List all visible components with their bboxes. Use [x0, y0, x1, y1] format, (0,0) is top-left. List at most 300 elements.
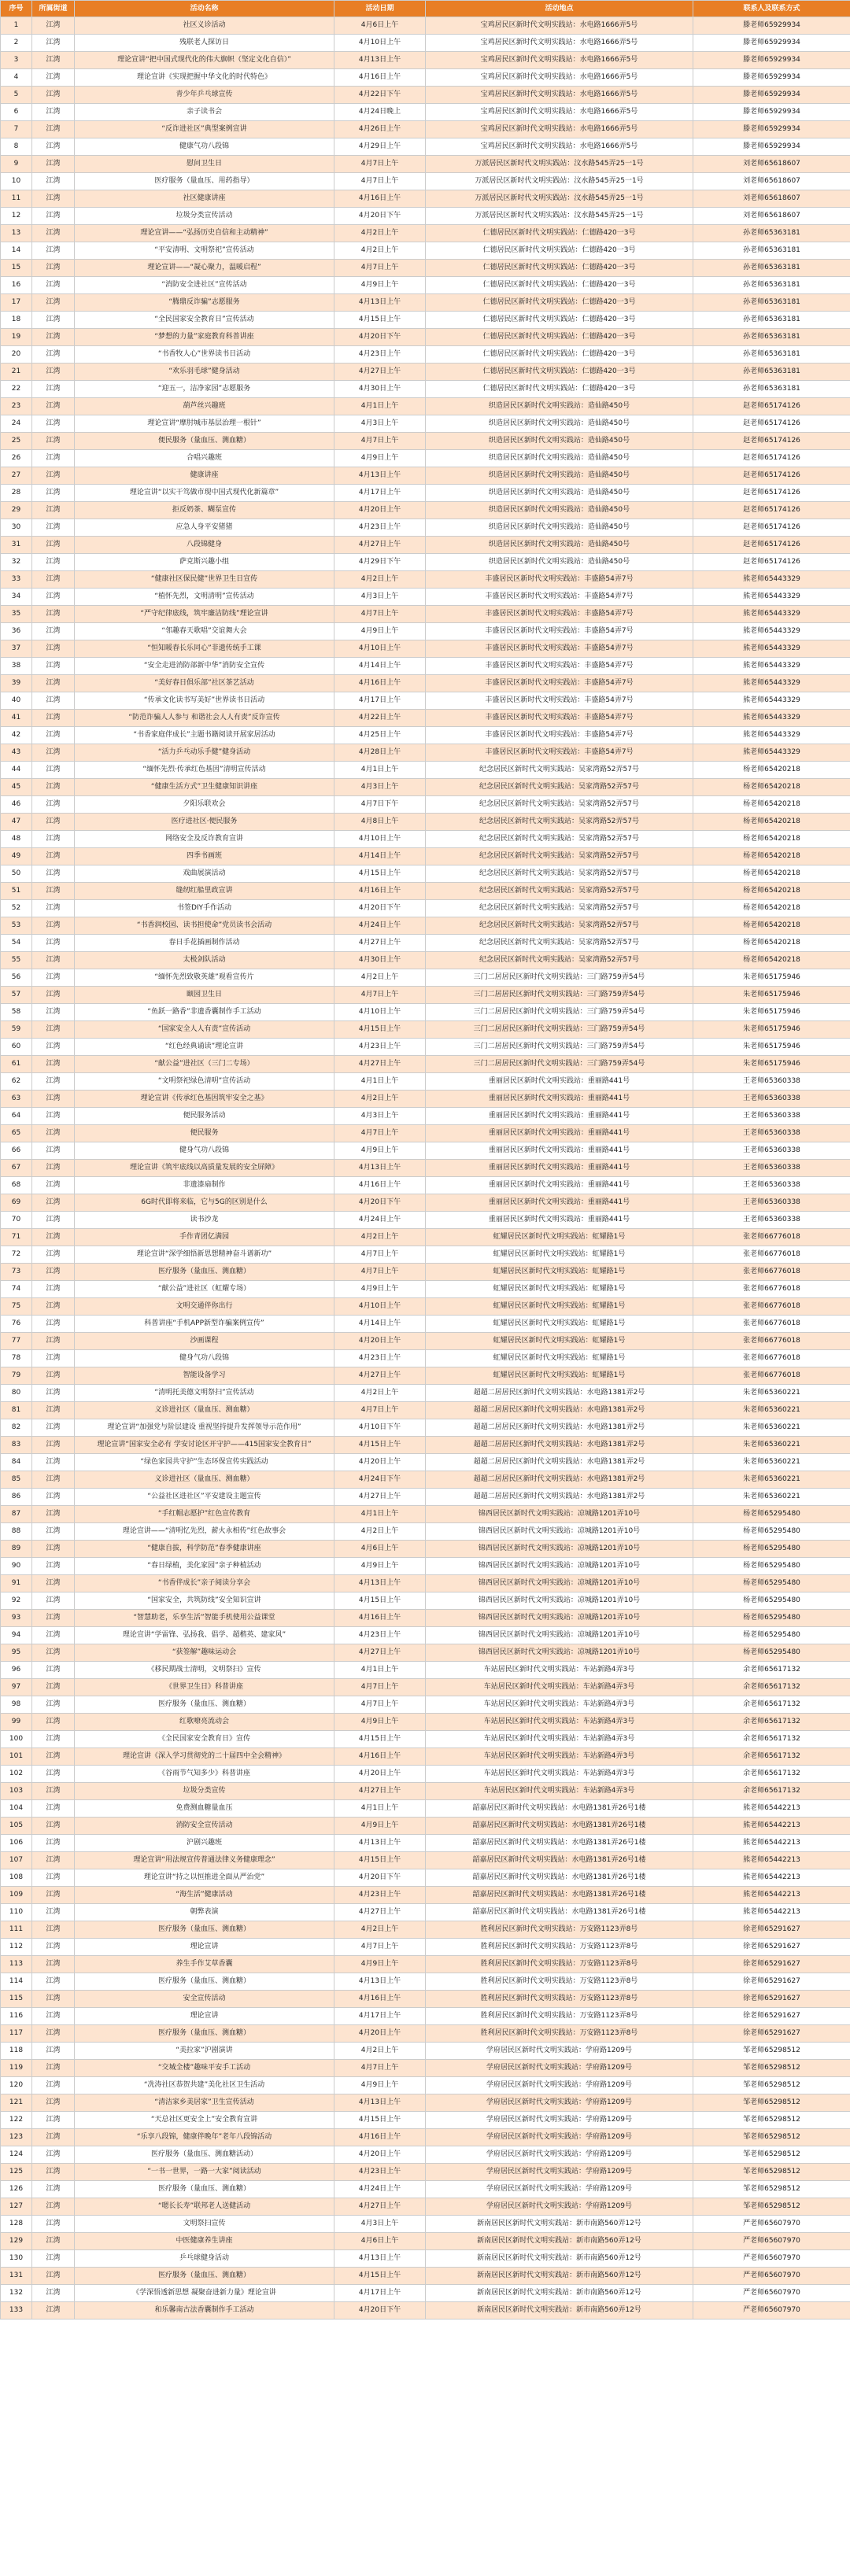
- table-row: [1, 156, 850, 173]
- table-row: [1, 138, 850, 156]
- cell-contact: 孙老师65363181: [693, 381, 850, 398]
- cell-activity-name: 和乐馨南古法香囊制作手工活动: [75, 2302, 334, 2320]
- cell-date: 4月17日上午: [334, 692, 426, 710]
- cell-date: 4月15日上午: [334, 1021, 426, 1039]
- cell-date: 4月15日上午: [334, 312, 426, 329]
- cell-location: 重丽居民区新时代文明实践站：重丽路441号: [426, 1142, 693, 1160]
- cell-street: 江湾: [32, 1281, 75, 1298]
- cell-date: 4月23日上午: [334, 1039, 426, 1056]
- table-row: [1, 104, 850, 121]
- cell-activity-name: “全民国家安全教育日”宣传活动: [75, 312, 334, 329]
- cell-index: 39: [1, 675, 32, 692]
- cell-index: 24: [1, 415, 32, 433]
- cell-index: 65: [1, 1125, 32, 1142]
- cell-date: 4月24日上午: [334, 1212, 426, 1229]
- cell-contact: 朱老师65360221: [693, 1454, 850, 1471]
- cell-activity-name: 健身气功八段锦: [75, 1142, 334, 1160]
- table-body: [1, 17, 850, 2320]
- cell-date: 4月7日上午: [334, 1402, 426, 1419]
- cell-activity-name: 理论宣讲《深入学习贯彻党的二十届四中全会精神》: [75, 1748, 334, 1766]
- cell-index: 120: [1, 2077, 32, 2094]
- cell-location: 韶嘉居民区新时代文明实践站：水电路1381弄26号1楼: [426, 1800, 693, 1818]
- cell-index: 119: [1, 2060, 32, 2077]
- cell-contact: 杨老师65295480: [693, 1558, 850, 1575]
- cell-index: 7: [1, 121, 32, 138]
- cell-contact: 邹老师65298512: [693, 2112, 850, 2129]
- cell-location: 万派居民区新时代文明实践站：汶水路545弄25一1号: [426, 173, 693, 190]
- cell-activity-name: 亲子读书会: [75, 104, 334, 121]
- cell-contact: 熊老师65443329: [693, 727, 850, 744]
- cell-contact: 杨老师65420218: [693, 952, 850, 969]
- cell-contact: 熊老师65443329: [693, 658, 850, 675]
- cell-location: 仁德居民区新时代文明实践站：仁德路420一3号: [426, 312, 693, 329]
- cell-street: 江湾: [32, 277, 75, 294]
- cell-index: 123: [1, 2129, 32, 2146]
- cell-contact: 熊老师65442213: [693, 1852, 850, 1869]
- cell-date: 4月7日上午: [334, 987, 426, 1004]
- cell-street: 江湾: [32, 1869, 75, 1887]
- cell-street: 江湾: [32, 450, 75, 467]
- cell-index: 113: [1, 1956, 32, 1973]
- cell-location: 织造居民区新时代文明实践站：造仙路450号: [426, 450, 693, 467]
- cell-location: 重丽居民区新时代文明实践站：重丽路441号: [426, 1125, 693, 1142]
- cell-contact: 余老师65617132: [693, 1766, 850, 1783]
- cell-date: 4月10日上午: [334, 35, 426, 52]
- cell-location: 虹耀居民区新时代文明实践站：虹耀路1号: [426, 1298, 693, 1316]
- cell-contact: 熊老师65443329: [693, 710, 850, 727]
- cell-activity-name: 理论宣讲——“凝心聚力，温暖启程”: [75, 260, 334, 277]
- cell-date: 4月1日上午: [334, 762, 426, 779]
- cell-date: 4月20日上午: [334, 502, 426, 519]
- cell-activity-name: 四季书画班: [75, 848, 334, 865]
- cell-street: 江湾: [32, 2268, 75, 2285]
- cell-index: 112: [1, 1939, 32, 1956]
- cell-index: 40: [1, 692, 32, 710]
- cell-location: 宝鸡居民区新时代文明实践站：水电路1666弄5号: [426, 52, 693, 69]
- cell-activity-name: “恒知暖春长乐同心”非遗传统手工课: [75, 640, 334, 658]
- cell-location: 丰盛居民区新时代文明实践站：丰盛路54弄7号: [426, 675, 693, 692]
- cell-contact: 熊老师65443329: [693, 744, 850, 762]
- cell-location: 重丽居民区新时代文明实践站：重丽路441号: [426, 1160, 693, 1177]
- cell-street: 江湾: [32, 312, 75, 329]
- cell-index: 32: [1, 554, 32, 571]
- cell-contact: 杨老师65420218: [693, 762, 850, 779]
- cell-index: 94: [1, 1627, 32, 1644]
- cell-street: 江湾: [32, 17, 75, 35]
- cell-index: 129: [1, 2233, 32, 2250]
- table-row: [1, 1696, 850, 1714]
- table-row: [1, 1194, 850, 1212]
- cell-location: 仁德居民区新时代文明实践站：仁德路420一3号: [426, 329, 693, 346]
- cell-date: 4月13日上午: [334, 1575, 426, 1592]
- cell-activity-name: 社区义诊活动: [75, 17, 334, 35]
- cell-index: 66: [1, 1142, 32, 1160]
- cell-street: 江湾: [32, 138, 75, 156]
- cell-location: 学府居民区新时代文明实践站：学府路1209号: [426, 2077, 693, 2094]
- cell-index: 27: [1, 467, 32, 485]
- cell-street: 江湾: [32, 1956, 75, 1973]
- cell-activity-name: “腾鼎反诈骗”志愿服务: [75, 294, 334, 312]
- cell-activity-name: 科普讲座“手机APP新型诈骗案例宣传”: [75, 1316, 334, 1333]
- cell-contact: 杨老师65420218: [693, 865, 850, 883]
- cell-activity-name: “健康生活方式”卫生健康知识讲座: [75, 779, 334, 796]
- cell-contact: 张老师66776018: [693, 1298, 850, 1316]
- cell-activity-name: “反诈进社区”典型案例宣讲: [75, 121, 334, 138]
- table-row: [1, 2112, 850, 2129]
- cell-location: 学府居民区新时代文明实践站：学府路1209号: [426, 2181, 693, 2198]
- cell-index: 84: [1, 1454, 32, 1471]
- cell-contact: 王老师65360338: [693, 1212, 850, 1229]
- cell-contact: 杨老师65295480: [693, 1592, 850, 1610]
- cell-street: 江湾: [32, 87, 75, 104]
- cell-index: 118: [1, 2043, 32, 2060]
- cell-index: 130: [1, 2250, 32, 2268]
- cell-street: 江湾: [32, 831, 75, 848]
- cell-index: 117: [1, 2025, 32, 2043]
- cell-street: 江湾: [32, 1662, 75, 1679]
- cell-contact: 熊老师65443329: [693, 571, 850, 589]
- cell-street: 江湾: [32, 260, 75, 277]
- cell-date: 4月17日上午: [334, 2008, 426, 2025]
- cell-date: 4月7日上午: [334, 1246, 426, 1264]
- table-row: [1, 1852, 850, 1869]
- table-row: [1, 1402, 850, 1419]
- cell-location: 韶嘉居民区新时代文明实践站：水电路1381弄26号1楼: [426, 1835, 693, 1852]
- cell-contact: 徐老师65291627: [693, 1956, 850, 1973]
- cell-date: 4月16日上午: [334, 675, 426, 692]
- cell-street: 江湾: [32, 467, 75, 485]
- table-row: [1, 450, 850, 467]
- cell-index: 34: [1, 589, 32, 606]
- cell-index: 80: [1, 1385, 32, 1402]
- cell-activity-name: 太极剑队活动: [75, 952, 334, 969]
- cell-contact: 严老师65607970: [693, 2250, 850, 2268]
- table-row: [1, 415, 850, 433]
- cell-street: 江湾: [32, 1212, 75, 1229]
- cell-contact: 严老师65607970: [693, 2285, 850, 2302]
- cell-activity-name: 沙画课程: [75, 1333, 334, 1350]
- cell-location: 超超二居居民区新时代文明实践站：水电路1381弄2号: [426, 1419, 693, 1437]
- cell-index: 70: [1, 1212, 32, 1229]
- cell-location: 重丽居民区新时代文明实践站：重丽路441号: [426, 1091, 693, 1108]
- cell-contact: 徐老师65291627: [693, 2008, 850, 2025]
- cell-activity-name: 便民服务（量血压、测血糖）: [75, 433, 334, 450]
- cell-contact: 熊老师65443329: [693, 692, 850, 710]
- cell-activity-name: 理论宣讲: [75, 1939, 334, 1956]
- table-row: [1, 1056, 850, 1073]
- cell-date: 4月20日下午: [334, 329, 426, 346]
- cell-date: 4月7日上午: [334, 2060, 426, 2077]
- cell-location: 丰盛居民区新时代文明实践站：丰盛路54弄7号: [426, 571, 693, 589]
- cell-street: 江湾: [32, 1454, 75, 1471]
- table-row: [1, 1921, 850, 1939]
- cell-date: 4月7日下午: [334, 796, 426, 814]
- cell-street: 江湾: [32, 1177, 75, 1194]
- cell-index: 116: [1, 2008, 32, 2025]
- cell-contact: 王老师65360338: [693, 1073, 850, 1091]
- cell-location: 韶嘉居民区新时代文明实践站：水电路1381弄26号1楼: [426, 1904, 693, 1921]
- cell-street: 江湾: [32, 1748, 75, 1766]
- cell-contact: 熊老师65443329: [693, 675, 850, 692]
- cell-activity-name: “文明祭祀绿色清明”宣传活动: [75, 1073, 334, 1091]
- cell-location: 胜利居民区新时代文明实践站：万安路1123弄8号: [426, 2025, 693, 2043]
- cell-date: 4月24日上午: [334, 917, 426, 935]
- cell-activity-name: “书香家庭伴成长”主题书籍阅读开展家居活动: [75, 727, 334, 744]
- cell-street: 江湾: [32, 1039, 75, 1056]
- table-row: [1, 1454, 850, 1471]
- cell-contact: 刘老师65618607: [693, 173, 850, 190]
- cell-activity-name: 理论宣讲《筑牢底线以高质量发展的安全屏障》: [75, 1160, 334, 1177]
- cell-date: 4月20日下午: [334, 900, 426, 917]
- cell-location: 丰盛居民区新时代文明实践站：丰盛路54弄7号: [426, 710, 693, 727]
- cell-contact: 杨老师65420218: [693, 883, 850, 900]
- cell-location: 车站居民区新时代文明实践站：车站新路4弄3号: [426, 1783, 693, 1800]
- cell-date: 4月1日上午: [334, 1073, 426, 1091]
- cell-street: 江湾: [32, 2146, 75, 2164]
- table-row: [1, 519, 850, 537]
- cell-activity-name: 理论宣讲——“弘扬历史自信和主动精神”: [75, 225, 334, 242]
- cell-index: 19: [1, 329, 32, 346]
- cell-contact: 朱老师65360221: [693, 1489, 850, 1506]
- cell-location: 超超二居居民区新时代文明实践站：水电路1381弄2号: [426, 1454, 693, 1471]
- cell-date: 4月13日上午: [334, 1160, 426, 1177]
- cell-activity-name: “国家安全，共筑防线”安全知识宣讲: [75, 1592, 334, 1610]
- cell-location: 织造居民区新时代文明实践站：造仙路450号: [426, 502, 693, 519]
- cell-location: 三门二居居民区新时代文明实践站：三门路759弄54号: [426, 1004, 693, 1021]
- cell-location: 织造居民区新时代文明实践站：造仙路450号: [426, 467, 693, 485]
- cell-index: 131: [1, 2268, 32, 2285]
- cell-location: 纪念居民区新时代文明实践站：吴家湾路52弄57号: [426, 796, 693, 814]
- table-row: [1, 2060, 850, 2077]
- cell-index: 61: [1, 1056, 32, 1073]
- cell-contact: 严老师65607970: [693, 2302, 850, 2320]
- cell-location: 丰盛居民区新时代文明实践站：丰盛路54弄7号: [426, 692, 693, 710]
- cell-date: 4月20日上午: [334, 2146, 426, 2164]
- cell-activity-name: 萨克斯兴趣小组: [75, 554, 334, 571]
- cell-date: 4月16日上午: [334, 190, 426, 208]
- cell-index: 77: [1, 1333, 32, 1350]
- cell-street: 江湾: [32, 1644, 75, 1662]
- cell-location: 纪念居民区新时代文明实践站：吴家湾路52弄57号: [426, 831, 693, 848]
- cell-location: 胜利居民区新时代文明实践站：万安路1123弄8号: [426, 1956, 693, 1973]
- cell-contact: 邹老师65298512: [693, 2181, 850, 2198]
- cell-location: 万派居民区新时代文明实践站：汶水路545弄25一1号: [426, 190, 693, 208]
- col-header-location: 活动地点: [426, 1, 693, 17]
- cell-date: 4月27日上午: [334, 537, 426, 554]
- cell-location: 学府居民区新时代文明实践站：学府路1209号: [426, 2146, 693, 2164]
- cell-location: 超超二居居民区新时代文明实践站：水电路1381弄2号: [426, 1471, 693, 1489]
- cell-street: 江湾: [32, 1921, 75, 1939]
- table-row: [1, 969, 850, 987]
- cell-date: 4月27日上午: [334, 1644, 426, 1662]
- cell-street: 江湾: [32, 104, 75, 121]
- cell-index: 41: [1, 710, 32, 727]
- cell-index: 46: [1, 796, 32, 814]
- cell-street: 江湾: [32, 1887, 75, 1904]
- cell-contact: 熊老师65442213: [693, 1869, 850, 1887]
- cell-index: 13: [1, 225, 32, 242]
- cell-activity-name: “迎五一，洁净家园”志愿服务: [75, 381, 334, 398]
- cell-index: 108: [1, 1869, 32, 1887]
- cell-date: 4月1日上午: [334, 1506, 426, 1523]
- cell-contact: 熊老师65442213: [693, 1904, 850, 1921]
- cell-activity-name: 文明交通伴你出行: [75, 1298, 334, 1316]
- cell-location: 纪念居民区新时代文明实践站：吴家湾路52弄57号: [426, 762, 693, 779]
- table-row: [1, 571, 850, 589]
- cell-index: 20: [1, 346, 32, 364]
- cell-date: 4月8日上午: [334, 814, 426, 831]
- cell-date: 4月7日上午: [334, 1939, 426, 1956]
- cell-contact: 张老师66776018: [693, 1333, 850, 1350]
- cell-contact: 杨老师65420218: [693, 900, 850, 917]
- cell-activity-name: 理论宣讲“把中国式现代化的伟大旗帜（坚定文化自信）”: [75, 52, 334, 69]
- cell-activity-name: 戏曲展演活动: [75, 865, 334, 883]
- cell-contact: 杨老师65295480: [693, 1644, 850, 1662]
- cell-location: 锦西居民区新时代文明实践站：凉城路1201弄10号: [426, 1558, 693, 1575]
- cell-street: 江湾: [32, 1852, 75, 1869]
- cell-activity-name: 朝弊表演: [75, 1904, 334, 1921]
- cell-location: 车站居民区新时代文明实践站：车站新路4弄3号: [426, 1731, 693, 1748]
- cell-location: 织造居民区新时代文明实践站：造仙路450号: [426, 398, 693, 415]
- cell-date: 4月9日上午: [334, 1956, 426, 1973]
- cell-contact: 余老师65617132: [693, 1748, 850, 1766]
- cell-date: 4月26日上午: [334, 121, 426, 138]
- cell-activity-name: 健康气功八段锦: [75, 138, 334, 156]
- cell-street: 江湾: [32, 1731, 75, 1748]
- cell-index: 124: [1, 2146, 32, 2164]
- cell-date: 4月16日上午: [334, 69, 426, 87]
- cell-index: 60: [1, 1039, 32, 1056]
- table-row: [1, 1177, 850, 1194]
- table-row: [1, 69, 850, 87]
- cell-activity-name: 网络安全及反诈教育宣讲: [75, 831, 334, 848]
- cell-index: 71: [1, 1229, 32, 1246]
- cell-location: 纪念居民区新时代文明实践站：吴家湾路52弄57号: [426, 900, 693, 917]
- cell-activity-name: 文明祭扫宣传: [75, 2216, 334, 2233]
- cell-date: 4月10日上午: [334, 1004, 426, 1021]
- cell-contact: 张老师66776018: [693, 1350, 850, 1367]
- cell-date: 4月9日上午: [334, 1714, 426, 1731]
- cell-location: 万派居民区新时代文明实践站：汶水路545弄25一1号: [426, 208, 693, 225]
- cell-street: 江湾: [32, 2164, 75, 2181]
- cell-street: 江湾: [32, 1489, 75, 1506]
- cell-index: 53: [1, 917, 32, 935]
- cell-date: 4月16日上午: [334, 1177, 426, 1194]
- cell-activity-name: 养生手作艾草香囊: [75, 1956, 334, 1973]
- cell-street: 江湾: [32, 571, 75, 589]
- cell-location: 仁德居民区新时代文明实践站：仁德路420一3号: [426, 364, 693, 381]
- cell-contact: 孙老师65363181: [693, 312, 850, 329]
- cell-index: 103: [1, 1783, 32, 1800]
- cell-location: 三门二居居民区新时代文明实践站：三门路759弄54号: [426, 969, 693, 987]
- cell-activity-name: “乐享八段锦，健康伴晚年”老年八段锦活动: [75, 2129, 334, 2146]
- table-row: [1, 589, 850, 606]
- cell-street: 江湾: [32, 2077, 75, 2094]
- cell-activity-name: 《世界卫生日》科普讲座: [75, 1679, 334, 1696]
- cell-street: 江湾: [32, 1316, 75, 1333]
- cell-index: 28: [1, 485, 32, 502]
- cell-location: 纪念居民区新时代文明实践站：吴家湾路52弄57号: [426, 814, 693, 831]
- cell-street: 江湾: [32, 1125, 75, 1142]
- cell-street: 江湾: [32, 1298, 75, 1316]
- table-row: [1, 1766, 850, 1783]
- cell-location: 宝鸡居民区新时代文明实践站：水电路1666弄5号: [426, 69, 693, 87]
- cell-activity-name: “冼涛社区恭贺共建”美化社区卫生活动: [75, 2077, 334, 2094]
- cell-contact: 孙老师65363181: [693, 346, 850, 364]
- cell-location: 三门二居居民区新时代文明实践站：三门路759弄54号: [426, 1039, 693, 1056]
- cell-location: 车站居民区新时代文明实践站：车站新路4弄3号: [426, 1662, 693, 1679]
- cell-location: 纪念居民区新时代文明实践站：吴家湾路52弄57号: [426, 848, 693, 865]
- cell-street: 江湾: [32, 900, 75, 917]
- table-row: [1, 35, 850, 52]
- cell-index: 133: [1, 2302, 32, 2320]
- table-row: [1, 381, 850, 398]
- cell-location: 织造居民区新时代文明实践站：造仙路450号: [426, 415, 693, 433]
- cell-contact: 孙老师65363181: [693, 277, 850, 294]
- cell-contact: 王老师65360338: [693, 1142, 850, 1160]
- cell-contact: 杨老师65295480: [693, 1627, 850, 1644]
- cell-activity-name: “天总社区更安全上”安全教育宣讲: [75, 2112, 334, 2129]
- cell-index: 107: [1, 1852, 32, 1869]
- cell-street: 江湾: [32, 1056, 75, 1073]
- cell-street: 江湾: [32, 1610, 75, 1627]
- cell-activity-name: 医疗服务（量血压、测血糖）: [75, 2025, 334, 2043]
- cell-street: 江湾: [32, 502, 75, 519]
- cell-location: 织造居民区新时代文明实践站：造仙路450号: [426, 485, 693, 502]
- table-row: [1, 848, 850, 865]
- cell-location: 胜利居民区新时代文明实践站：万安路1123弄8号: [426, 1921, 693, 1939]
- cell-activity-name: “清明托美德文明祭扫”宣传活动: [75, 1385, 334, 1402]
- cell-location: 仁德居民区新时代文明实践站：仁德路420一3号: [426, 225, 693, 242]
- cell-contact: 杨老师65420218: [693, 779, 850, 796]
- cell-street: 江湾: [32, 2302, 75, 2320]
- header-row: [1, 1, 850, 17]
- cell-street: 江湾: [32, 294, 75, 312]
- cell-date: 4月16日上午: [334, 1610, 426, 1627]
- cell-street: 江湾: [32, 485, 75, 502]
- cell-contact: 张老师66776018: [693, 1246, 850, 1264]
- cell-activity-name: “一书一世界，一路一大家”阅读活动: [75, 2164, 334, 2181]
- cell-contact: 熊老师65442213: [693, 1818, 850, 1835]
- cell-date: 4月3日上午: [334, 779, 426, 796]
- cell-contact: 熊老师65443329: [693, 606, 850, 623]
- cell-activity-name: 健身气功八段锦: [75, 1350, 334, 1367]
- cell-street: 江湾: [32, 1575, 75, 1592]
- cell-date: 4月27日上午: [334, 2198, 426, 2216]
- cell-date: 4月14日上午: [334, 1316, 426, 1333]
- cell-location: 宝鸡居民区新时代文明实践站：水电路1666弄5号: [426, 17, 693, 35]
- cell-street: 江湾: [32, 1091, 75, 1108]
- cell-activity-name: 理论宣讲“摩肘城市基层治理一根针”: [75, 415, 334, 433]
- cell-location: 宝鸡居民区新时代文明实践站：水电路1666弄5号: [426, 104, 693, 121]
- cell-index: 67: [1, 1160, 32, 1177]
- cell-date: 4月17日上午: [334, 2285, 426, 2302]
- table-row: [1, 710, 850, 727]
- cell-date: 4月20日下午: [334, 1869, 426, 1887]
- cell-street: 江湾: [32, 1818, 75, 1835]
- cell-street: 江湾: [32, 1350, 75, 1367]
- cell-street: 江湾: [32, 848, 75, 865]
- cell-index: 75: [1, 1298, 32, 1316]
- cell-contact: 杨老师65295480: [693, 1610, 850, 1627]
- cell-contact: 邹老师65298512: [693, 2077, 850, 2094]
- cell-contact: 朱老师65360221: [693, 1402, 850, 1419]
- cell-index: 96: [1, 1662, 32, 1679]
- cell-date: 4月15日上午: [334, 1852, 426, 1869]
- cell-date: 4月7日上午: [334, 1264, 426, 1281]
- table-row: [1, 1939, 850, 1956]
- cell-activity-name: “传承文化读书写美好”世界读书日活动: [75, 692, 334, 710]
